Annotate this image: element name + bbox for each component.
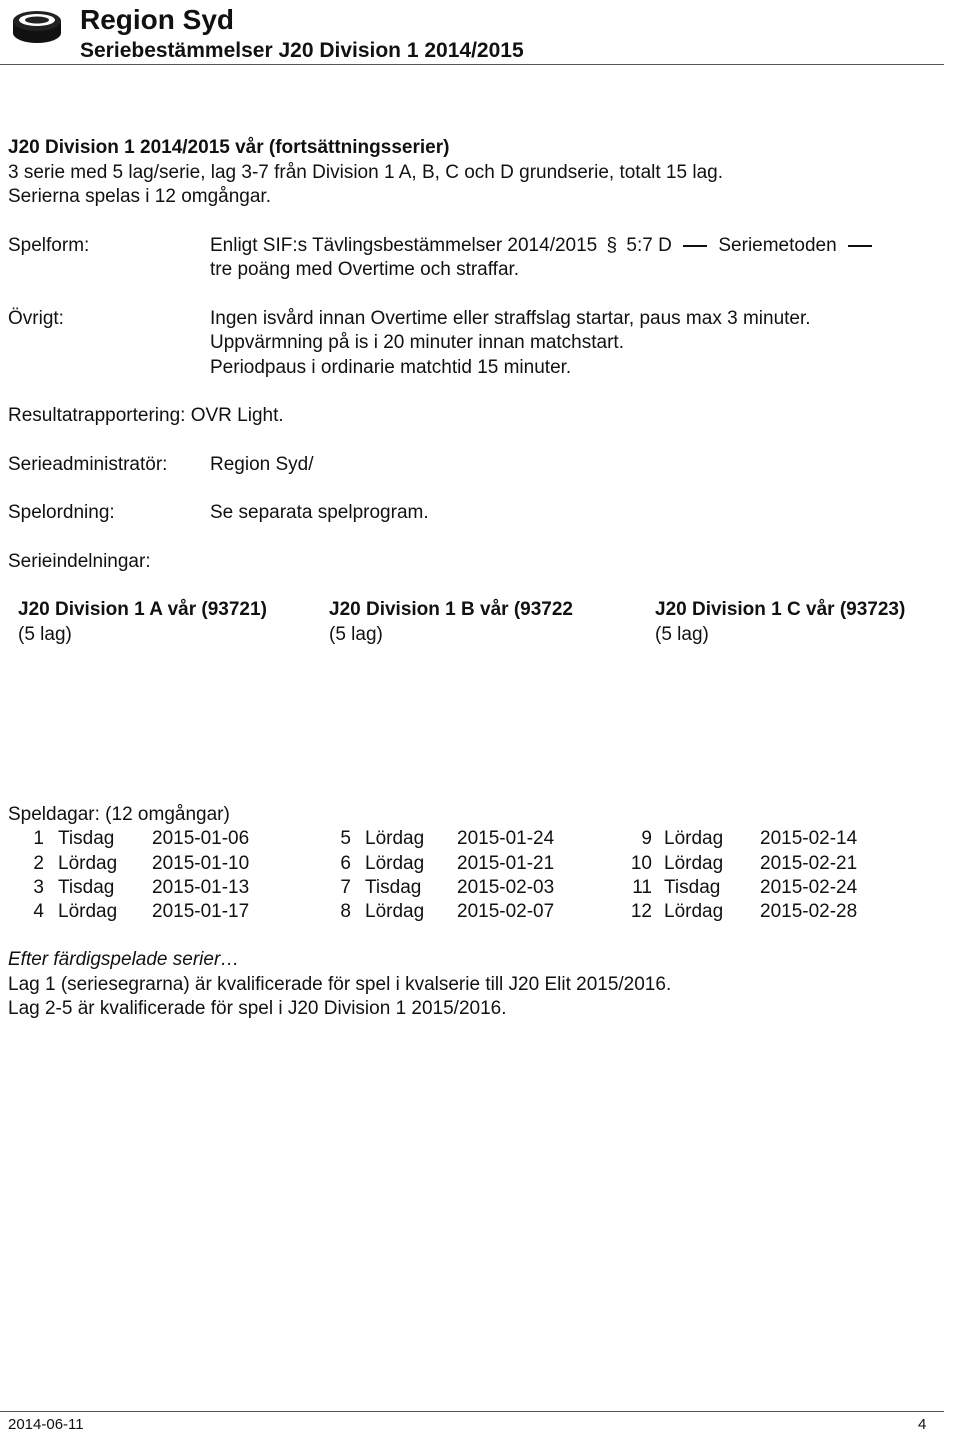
- spelform-text-b: 5:7 D: [626, 235, 672, 256]
- round-date: 2015-02-28: [760, 901, 858, 922]
- round-day: Tisdag: [365, 877, 422, 898]
- group-b-title: J20 Division 1 B vår (93722: [329, 599, 573, 620]
- spelform-label: Spelform:: [8, 235, 90, 256]
- round-number: 3: [33, 877, 44, 898]
- group-b-size: (5 lag): [329, 624, 383, 645]
- round-number: 4: [33, 901, 44, 922]
- spelform-text-c: Seriemetoden: [718, 235, 837, 256]
- round-day: Lördag: [58, 901, 118, 922]
- serieadmin-label: Serieadministratör:: [8, 454, 168, 475]
- round-day: Tisdag: [58, 828, 115, 849]
- round-date: 2015-01-06: [152, 828, 250, 849]
- round-number: 12: [630, 901, 652, 922]
- serieadmin-value: Region Syd/: [210, 454, 314, 475]
- header-divider: [0, 64, 944, 65]
- ovrigt-line: Ingen isvård innan Overtime eller straffslag startar, paus max 3 minuter.: [210, 308, 811, 329]
- round-day: Tisdag: [58, 877, 115, 898]
- round-date: 2015-02-03: [457, 877, 555, 898]
- round-day: Lördag: [664, 901, 724, 922]
- intro-line-1: 3 serie med 5 lag/serie, lag 3-7 från Division 1 A, B, C och D grundserie, totalt 15 lag.: [8, 162, 723, 183]
- round-number: 5: [340, 828, 351, 849]
- efter-line-1: Lag 1 (seriesegrarna) är kvalificerade för spel i kvalserie till J20 Elit 2015/2016.: [8, 974, 672, 995]
- round-day: Tisdag: [664, 877, 721, 898]
- round-date: 2015-01-13: [152, 877, 250, 898]
- group-a-title: J20 Division 1 A vår (93721): [18, 599, 267, 620]
- resultatrapportering: Resultatrapportering: OVR Light.: [8, 405, 284, 426]
- footer-date: 2014-06-11: [8, 1416, 84, 1433]
- efter-heading: Efter färdigspelade serier…: [8, 949, 240, 970]
- document-subtitle: Seriebestämmelser J20 Division 1 2014/2015: [80, 39, 524, 62]
- em-dash: [848, 245, 872, 247]
- efter-line-2: Lag 2-5 är kvalificerade för spel i J20 Division 1 2015/2016.: [8, 998, 507, 1019]
- brand-title: Region Syd: [80, 4, 235, 35]
- round-date: 2015-02-24: [760, 877, 858, 898]
- spelform-text-a: Enligt SIF:s Tävlingsbestämmelser 2014/2015: [210, 235, 598, 256]
- round-date: 2015-01-24: [457, 828, 555, 849]
- group-c-title: J20 Division 1 C vår (93723): [655, 599, 906, 620]
- round-date: 2015-02-07: [457, 901, 555, 922]
- page-number: 4: [918, 1416, 927, 1433]
- round-day: Lördag: [365, 828, 425, 849]
- round-day: Lördag: [365, 853, 425, 874]
- em-dash: [683, 245, 707, 247]
- round-number: 2: [33, 853, 44, 874]
- round-number: 11: [632, 877, 652, 898]
- round-day: Lördag: [664, 853, 724, 874]
- spelform-line-2: tre poäng med Overtime och straffar.: [210, 259, 520, 280]
- spelordning-label: Spelordning:: [8, 502, 115, 523]
- group-a-size: (5 lag): [18, 624, 72, 645]
- intro-line-2: Serierna spelas i 12 omgångar.: [8, 186, 271, 207]
- round-date: 2015-02-14: [760, 828, 858, 849]
- round-date: 2015-02-21: [760, 853, 858, 874]
- ovrigt-label: Övrigt:: [8, 308, 64, 329]
- round-number: 7: [340, 877, 351, 898]
- ovrigt-line: Uppvärmning på is i 20 minuter innan matchstart.: [210, 332, 624, 353]
- section-title: J20 Division 1 2014/2015 vår (fortsättningsserier): [8, 137, 450, 158]
- round-day: Lördag: [365, 901, 425, 922]
- footer-divider: [0, 1411, 944, 1412]
- speldagar-label: Speldagar: (12 omgångar): [8, 804, 230, 825]
- round-date: 2015-01-10: [152, 853, 250, 874]
- serieindelningar-label: Serieindelningar:: [8, 551, 151, 572]
- round-day: Lördag: [58, 853, 118, 874]
- round-number: 1: [33, 828, 44, 849]
- round-day: Lördag: [664, 828, 724, 849]
- section-sign: §: [606, 235, 618, 256]
- spelform-value: [210, 234, 878, 258]
- round-date: 2015-01-21: [457, 853, 555, 874]
- round-number: 10: [630, 853, 652, 874]
- ovrigt-line: Periodpaus i ordinarie matchtid 15 minuter.: [210, 357, 572, 378]
- round-number: 9: [641, 828, 652, 849]
- group-c-size: (5 lag): [655, 624, 709, 645]
- round-date: 2015-01-17: [152, 901, 250, 922]
- round-number: 6: [340, 853, 351, 874]
- spelordning-value: Se separata spelprogram.: [210, 502, 429, 523]
- round-number: 8: [340, 901, 351, 922]
- hockey-puck-logo-icon: [10, 4, 64, 46]
